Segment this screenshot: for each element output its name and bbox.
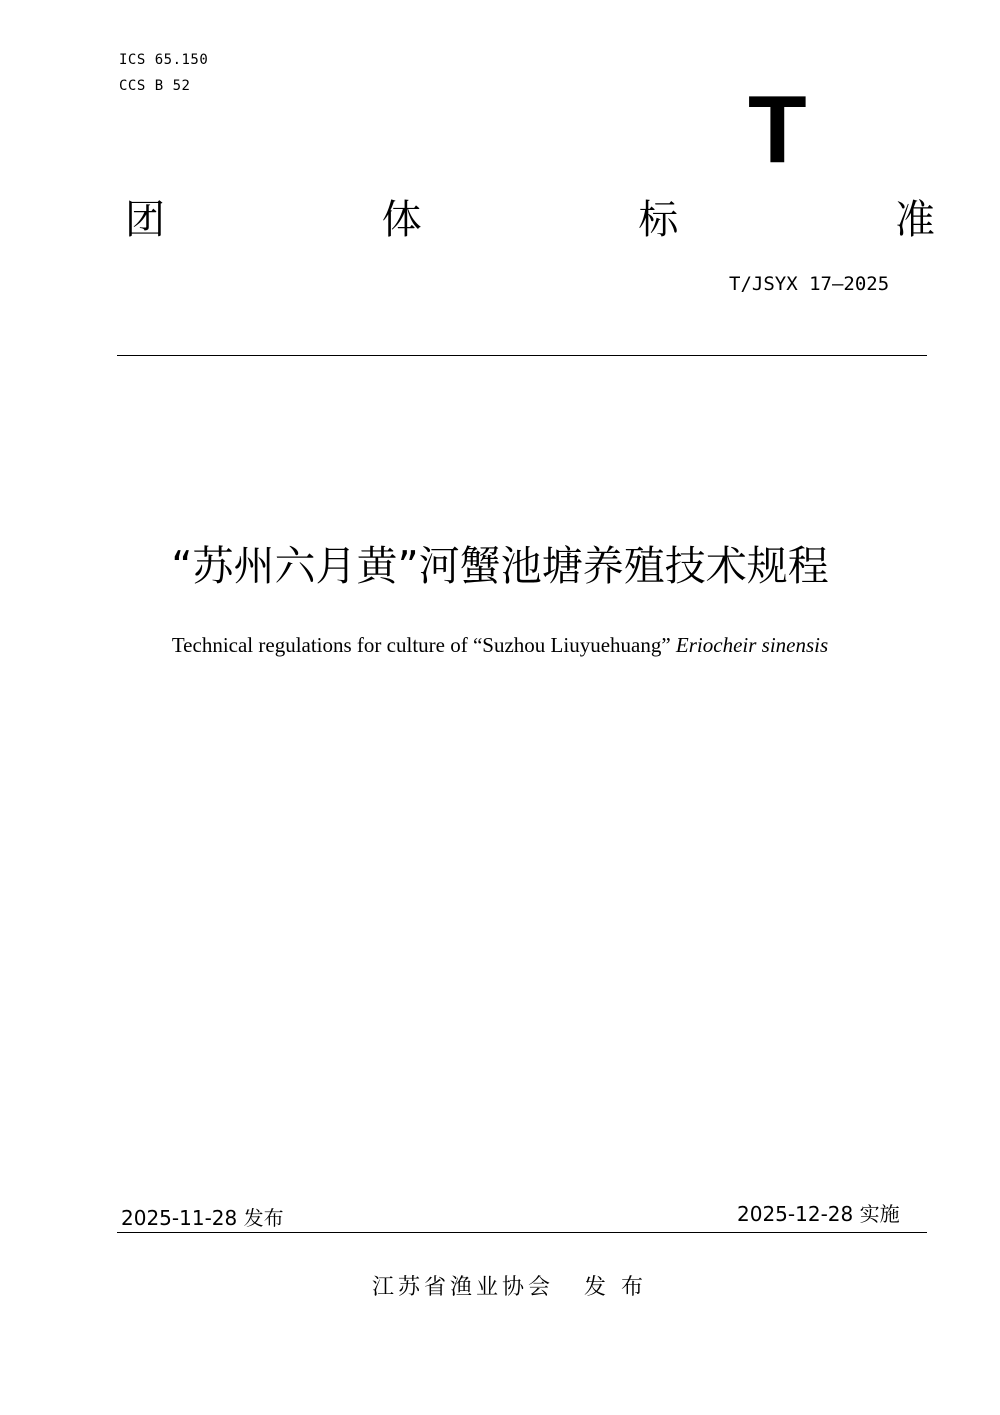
top-divider xyxy=(117,355,927,356)
publisher-line xyxy=(372,1270,647,1301)
standard-logo-letter: T xyxy=(748,76,807,183)
species-name: Eriocheir sinensis xyxy=(675,633,829,657)
publisher-name: 江苏省渔业协会 xyxy=(372,1275,555,1300)
standard-type-char: 体 xyxy=(381,197,422,243)
ccs-code: CCS B 52 xyxy=(119,78,191,94)
standard-type-heading xyxy=(125,196,935,244)
bottom-divider xyxy=(117,1232,927,1233)
standard-type-char: 标 xyxy=(638,197,679,243)
publish-action: 发 布 xyxy=(584,1275,648,1300)
implementation-date: 2025-12-28 实施 xyxy=(737,1202,900,1226)
standard-type-char: 准 xyxy=(894,197,935,243)
standard-number: T/JSYX 17—2025 xyxy=(729,273,890,295)
ics-code: ICS 65.150 xyxy=(119,52,209,68)
document-title-chinese: “苏州六月黄”河蟹池塘养殖技术规程 xyxy=(171,542,829,590)
document-title-english xyxy=(0,631,1000,659)
standard-type-char: 团 xyxy=(125,197,165,243)
issue-date: 2025-11-28 发布 xyxy=(121,1206,284,1230)
english-title-text: Technical regulations for culture of “Suzhou Liuyuehuang” xyxy=(171,633,676,657)
